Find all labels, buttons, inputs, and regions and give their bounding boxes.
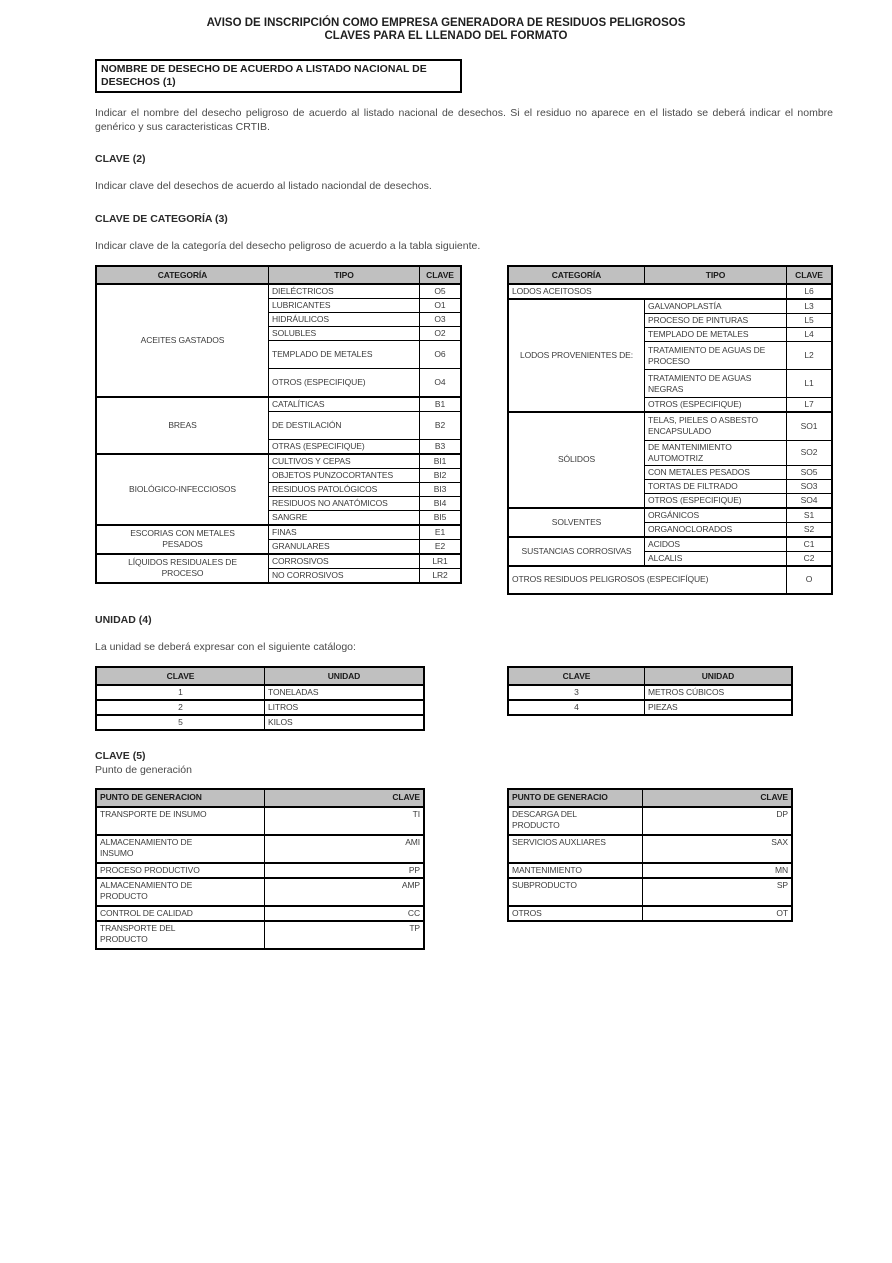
column-header-categoria: CATEGORÍA: [508, 266, 645, 284]
section-clave5-heading: CLAVE (5): [95, 750, 146, 762]
table-row: [96, 284, 461, 299]
table-row: [96, 807, 424, 835]
punto-cell: OTROS: [508, 906, 643, 921]
tipo-cell: CON METALES PESADOS: [645, 465, 787, 479]
unidad-cell: PIEZAS: [645, 700, 793, 715]
tipo-cell: OTRAS (ESPECIFIQUE): [269, 439, 420, 454]
clave-cell: SAX: [643, 835, 793, 863]
clave-cell: BI1: [420, 454, 462, 469]
category-cell: OTROS RESIDUOS PELIGROSOS (ESPECIFÍQUE): [508, 566, 787, 594]
table-row: [96, 835, 424, 863]
punto-cell: DESCARGA DEL PRODUCTO: [508, 807, 643, 835]
clave-cell: 4: [508, 700, 645, 715]
category-cell: SÓLIDOS: [508, 412, 645, 508]
clave-cell: L4: [787, 328, 833, 342]
table-row: [508, 667, 792, 685]
tipo-cell: OTROS (ESPECIFIQUE): [269, 369, 420, 397]
clave-cell: CC: [265, 906, 425, 921]
column-header-tipo: TIPO: [269, 266, 420, 284]
tipo-cell: TORTAS DE FILTRADO: [645, 479, 787, 493]
tipo-cell: ORGANOCLORADOS: [645, 522, 787, 537]
tipo-cell: OBJETOS PUNZOCORTANTES: [269, 468, 420, 482]
punto-cell: SERVICIOS AUXLIARES: [508, 835, 643, 863]
tipo-cell: TEMPLADO DE METALES: [269, 341, 420, 369]
section-nombre-paragraph: Indicar el nombre del desecho peligroso de acuerdo al listado nacional de desechos. Si el residuo no aparece en el listado se deberá indicar el nombre genérico y sus caracteristicas CRTIB.: [95, 107, 833, 133]
column-header-clave: CLAVE: [265, 789, 425, 807]
clave-cell: TI: [265, 807, 425, 835]
punto-table-right: [507, 788, 793, 922]
unit-table-right: [507, 666, 793, 716]
clave-cell: BI4: [420, 496, 462, 510]
clave-cell: OT: [643, 906, 793, 921]
column-header-clave: CLAVE: [508, 667, 645, 685]
category-tables-row: [95, 265, 833, 595]
clave-cell: L6: [787, 284, 833, 299]
punto-cell: PROCESO PRODUCTIVO: [96, 863, 265, 878]
clave-cell: SO5: [787, 465, 833, 479]
table-row: [508, 566, 832, 594]
table-row: [96, 715, 424, 730]
clave-cell: PP: [265, 863, 425, 878]
document-title: [0, 0, 892, 43]
table-row: [96, 906, 424, 921]
unit-tables-row: [95, 666, 833, 731]
document-content: [95, 59, 833, 950]
clave-cell: S1: [787, 508, 833, 523]
table-row: [508, 508, 832, 523]
clave-cell: L5: [787, 314, 833, 328]
section-categoria-heading: CLAVE DE CATEGORÍA (3): [95, 212, 228, 225]
table-row: [508, 863, 792, 878]
table-row: [96, 397, 461, 412]
punto-cell: MANTENIMIENTO: [508, 863, 643, 878]
section-unidad-paragraph: La unidad se deberá expresar con el siguiente catálogo:: [95, 640, 356, 653]
clave-cell: SO3: [787, 479, 833, 493]
column-header-clave: CLAVE: [643, 789, 793, 807]
category-cell: BIOLÓGICO-INFECCIOSOS: [96, 454, 269, 525]
tipo-cell: ORGÁNICOS: [645, 508, 787, 523]
table-row: [508, 807, 792, 835]
clave-cell: L1: [787, 370, 833, 398]
clave-cell: O3: [420, 313, 462, 327]
tipo-cell: ALCALIS: [645, 551, 787, 566]
tipo-cell: HIDRÁULICOS: [269, 313, 420, 327]
tipo-cell: CORROSIVOS: [269, 554, 420, 569]
category-cell: LODOS PROVENIENTES DE:: [508, 299, 645, 412]
clave-cell: O5: [420, 284, 462, 299]
category-cell: ACEITES GASTADOS: [96, 284, 269, 397]
tipo-cell: GALVANOPLASTÍA: [645, 299, 787, 314]
clave-cell: AMI: [265, 835, 425, 863]
unidad-cell: TONELADAS: [265, 685, 425, 700]
column-header-unidad: UNIDAD: [265, 667, 425, 685]
category-cell: BREAS: [96, 397, 269, 454]
clave-cell: O4: [420, 369, 462, 397]
tipo-cell: TEMPLADO DE METALES: [645, 328, 787, 342]
clave-cell: O1: [420, 299, 462, 313]
clave-cell: E1: [420, 525, 462, 540]
clave-cell: O: [787, 566, 833, 594]
table-row: [508, 685, 792, 700]
category-cell: LODOS ACEITOSOS: [508, 284, 787, 299]
table-row: [508, 878, 792, 906]
tipo-cell: DIELÉCTRICOS: [269, 284, 420, 299]
table-row: [508, 537, 832, 552]
punto-cell: TRANSPORTE DEL PRODUCTO: [96, 921, 265, 949]
tipo-cell: TRATAMIENTO DE AGUAS NEGRAS: [645, 370, 787, 398]
unidad-cell: METROS CÚBICOS: [645, 685, 793, 700]
clave-cell: LR1: [420, 554, 462, 569]
table-row: [508, 700, 792, 715]
table-row: [96, 685, 424, 700]
tipo-cell: TELAS, PIELES O ASBESTO ENCAPSULADO: [645, 412, 787, 440]
tipo-cell: ACIDOS: [645, 537, 787, 552]
tipo-cell: PROCESO DE PINTURAS: [645, 314, 787, 328]
tipo-cell: DE DESTILACIÓN: [269, 411, 420, 439]
table-row: [96, 266, 461, 284]
tipo-cell: CULTIVOS Y CEPAS: [269, 454, 420, 469]
section-clave2-paragraph: Indicar clave del desechos de acuerdo al listado naciondal de desechos.: [95, 180, 432, 192]
unidad-cell: KILOS: [265, 715, 425, 730]
column-header-tipo: TIPO: [645, 266, 787, 284]
tipo-cell: NO CORROSIVOS: [269, 568, 420, 583]
clave-cell: BI2: [420, 468, 462, 482]
tipo-cell: SANGRE: [269, 510, 420, 525]
unidad-cell: LITROS: [265, 700, 425, 715]
clave-cell: TP: [265, 921, 425, 949]
column-header-clave: CLAVE: [96, 667, 265, 685]
clave-cell: O6: [420, 341, 462, 369]
category-cell: LÍQUIDOS RESIDUALES DE PROCESO: [96, 554, 269, 583]
clave-cell: BI5: [420, 510, 462, 525]
clave-cell: O2: [420, 327, 462, 341]
clave-cell: SO1: [787, 412, 833, 440]
table-row: [96, 878, 424, 906]
clave-cell: SO4: [787, 493, 833, 508]
table-row: [96, 863, 424, 878]
clave-cell: 5: [96, 715, 265, 730]
tipo-cell: OTROS (ESPECIFIQUE): [645, 398, 787, 413]
punto-cell: ALMACENAMIENTO DE INSUMO: [96, 835, 265, 863]
table-row: [508, 906, 792, 921]
tipo-cell: CATALÍTICAS: [269, 397, 420, 412]
title-line-1: AVISO DE INSCRIPCIÓN COMO EMPRESA GENERADORA DE RESIDUOS PELIGROSOS: [206, 17, 686, 29]
table-row: [508, 266, 832, 284]
title-line-2: CLAVES PARA EL LLENADO DEL FORMATO: [324, 30, 568, 42]
column-header-punto: PUNTO DE GENERACION: [96, 789, 265, 807]
tipo-cell: RESIDUOS NO ANATÓMICOS: [269, 496, 420, 510]
punto-cell: ALMACENAMIENTO DE PRODUCTO: [96, 878, 265, 906]
clave-cell: C2: [787, 551, 833, 566]
tipo-cell: GRANULARES: [269, 539, 420, 554]
column-header-categoria: CATEGORÍA: [96, 266, 269, 284]
clave-cell: C1: [787, 537, 833, 552]
table-row: [96, 454, 461, 469]
clave-cell: S2: [787, 522, 833, 537]
column-header-punto: PUNTO DE GENERACIO: [508, 789, 643, 807]
clave-cell: DP: [643, 807, 793, 835]
tipo-cell: TRATAMIENTO DE AGUAS DE PROCESO: [645, 342, 787, 370]
category-cell: SUSTANCIAS CORROSIVAS: [508, 537, 645, 566]
clave-cell: SP: [643, 878, 793, 906]
clave-cell: 3: [508, 685, 645, 700]
column-header-clave: CLAVE: [787, 266, 833, 284]
clave-cell: L2: [787, 342, 833, 370]
table-row: [96, 789, 424, 807]
unit-table-left: [95, 666, 425, 731]
tipo-cell: RESIDUOS PATOLÓGICOS: [269, 482, 420, 496]
section-nombre-box-title: NOMBRE DE DESECHO DE ACUERDO A LISTADO NACIONAL DE DESECHOS (1): [95, 59, 462, 93]
clave-cell: B1: [420, 397, 462, 412]
tipo-cell: DE MANTENIMIENTO AUTOMOTRIZ: [645, 440, 787, 465]
table-row: [508, 789, 792, 807]
table-row: [508, 835, 792, 863]
section-clave5-subheading: Punto de generación: [95, 764, 192, 776]
table-row: [96, 525, 461, 540]
section-categoria-paragraph: Indicar clave de la categoría del desecho peligroso de acuerdo a la tabla siguiente.: [95, 239, 481, 252]
clave-cell: SO2: [787, 440, 833, 465]
table-row: [508, 412, 832, 440]
section-unidad-heading: UNIDAD (4): [95, 613, 152, 626]
punto-cell: CONTROL DE CALIDAD: [96, 906, 265, 921]
punto-tables-row: [95, 788, 833, 950]
section-clave2-heading: CLAVE (2): [95, 153, 146, 165]
clave-cell: LR2: [420, 568, 462, 583]
tipo-cell: LUBRICANTES: [269, 299, 420, 313]
tipo-cell: FINAS: [269, 525, 420, 540]
table-row: [508, 299, 832, 314]
punto-cell: TRANSPORTE DE INSUMO: [96, 807, 265, 835]
tipo-cell: SOLUBLES: [269, 327, 420, 341]
table-row: [96, 667, 424, 685]
clave-cell: L7: [787, 398, 833, 413]
clave-cell: E2: [420, 539, 462, 554]
clave-cell: 1: [96, 685, 265, 700]
clave-cell: AMP: [265, 878, 425, 906]
table-row: [96, 554, 461, 569]
category-cell: SOLVENTES: [508, 508, 645, 537]
column-header-unidad: UNIDAD: [645, 667, 793, 685]
clave-cell: B3: [420, 439, 462, 454]
table-row: [508, 284, 832, 299]
clave-cell: BI3: [420, 482, 462, 496]
punto-table-left: [95, 788, 425, 950]
table-row: [96, 700, 424, 715]
tipo-cell: OTROS (ESPECIFIQUE): [645, 493, 787, 508]
clave-cell: MN: [643, 863, 793, 878]
punto-cell: SUBPRODUCTO: [508, 878, 643, 906]
category-table-left: [95, 265, 462, 584]
category-table-right: [507, 265, 833, 595]
clave-cell: 2: [96, 700, 265, 715]
clave-cell: B2: [420, 411, 462, 439]
table-row: [96, 921, 424, 949]
category-cell: ESCORIAS CON METALES PESADOS: [96, 525, 269, 554]
clave-cell: L3: [787, 299, 833, 314]
column-header-clave: CLAVE: [420, 266, 462, 284]
